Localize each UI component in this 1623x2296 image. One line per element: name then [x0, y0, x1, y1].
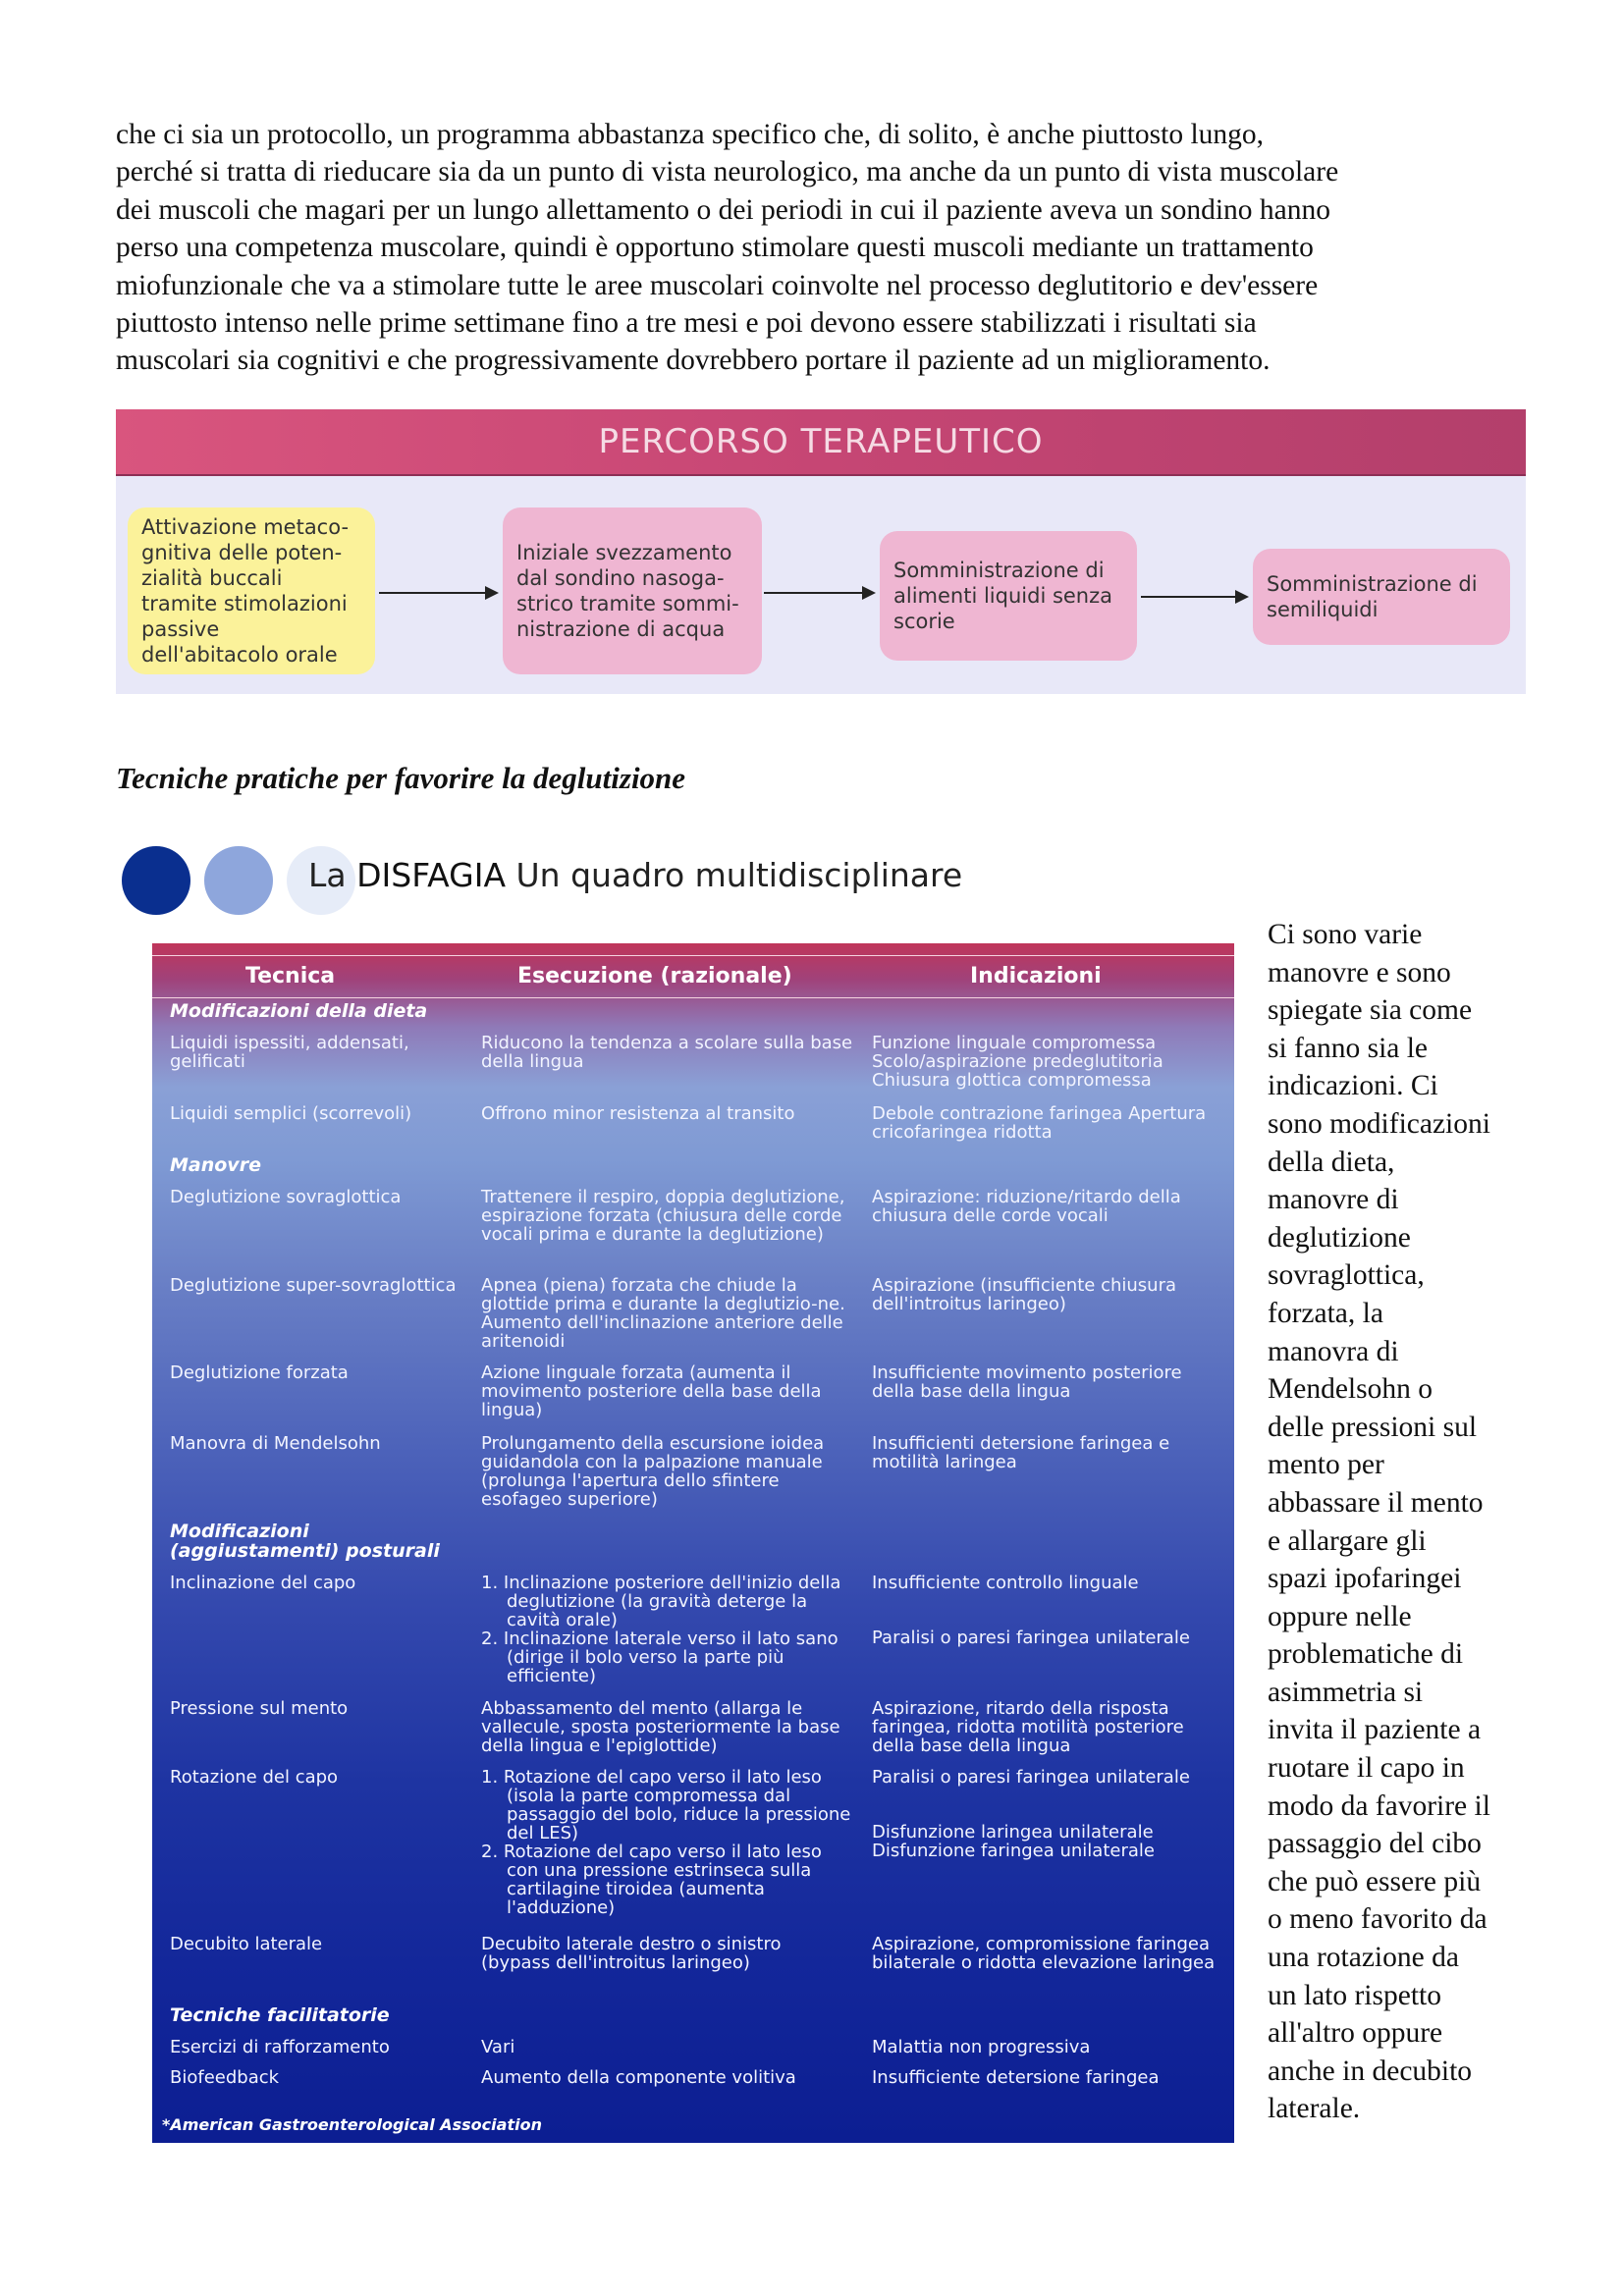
indicazione: Insufficiente controllo linguale — [872, 1573, 1139, 1593]
percorso-title: PERCORSO TERAPEUTICO — [116, 409, 1526, 476]
list-item: 2. Rotazione del capo verso il lato leso con una pressione estrinseca sulla cartilagine tiroidea (aumenta l'adduzione) — [481, 1842, 822, 1918]
table-footnote: *American Gastroenterological Association — [162, 2115, 542, 2134]
percorso-step-1: Attivazione metaco-gnitiva delle poten-zialità buccali tramite stimolazioni passive dell'abitacolo orale — [128, 507, 375, 674]
cell-esecuzione — [481, 1768, 854, 1917]
side-line: ruotare il capo in — [1268, 1752, 1465, 1785]
cell-tecnica: Decubito laterale — [170, 1934, 323, 1954]
side-line: manovre e sono — [1268, 956, 1451, 988]
side-line: deglutizione — [1268, 1221, 1411, 1254]
dot-icon — [122, 846, 190, 915]
intro-line: muscolari sia cognitivi e che progressivamente dovrebbero portare il paziente ad un miglioramento. — [116, 345, 1271, 377]
intro-line: miofunzionale che va a stimolare tutte le aree muscolari coinvolte nel processo deglutitorio e dev'essere — [116, 269, 1319, 301]
list-item: 1. Rotazione del capo verso il lato leso (isola la parte compromessa dal passaggio del bolo, riduce la pressione del LES) — [481, 1767, 851, 1843]
cell-esecuzione — [481, 1574, 854, 1685]
section-title: Tecniche pratiche per favorire la deglutizione — [116, 761, 686, 795]
category-label: Modificazioni della dieta — [170, 1000, 428, 1022]
arrow-icon — [764, 592, 874, 594]
side-line: oppure nelle — [1268, 1600, 1412, 1632]
side-line: Ci sono varie — [1268, 919, 1423, 950]
side-line: si fanno sia le — [1268, 1032, 1429, 1064]
side-line: laterale. — [1268, 2093, 1361, 2125]
cell-esecuzione: Offrono minor resistenza al transito — [481, 1103, 795, 1124]
disfagia-rest: Un quadro multidisciplinare — [515, 856, 963, 894]
cell-esecuzione: Apnea (piena) forzata che chiude la glottide prima e durante la deglutizio-ne. Aumento dell'inclinazione anteriore delle aritenoidi — [481, 1275, 845, 1352]
cell-tecnica: Inclinazione del capo — [170, 1573, 356, 1593]
indicazione: Paralisi o paresi faringea unilaterale — [872, 1767, 1190, 1788]
side-line: anche in decubito — [1268, 2055, 1473, 2087]
cell-tecnica: Esercizi di rafforzamento — [170, 2037, 390, 2057]
cell-esecuzione: Decubito laterale destro o sinistro (bypass dell'introitus laringeo) — [481, 1934, 782, 1973]
intro-line: che ci sia un protocollo, un programma abbastanza specifico che, di solito, è anche piuttosto lungo, — [116, 119, 1265, 150]
cell-esecuzione: Vari — [481, 2037, 515, 2057]
percorso-step-3: Somministrazione di alimenti liquidi senza scorie — [880, 531, 1137, 661]
cell-indicazioni: Debole contrazione faringea Apertura cricofaringea ridotta — [872, 1103, 1207, 1143]
cell-esecuzione: Prolungamento della escursione ioidea guidandola con la palpazione manuale (prolunga l'apertura dello sfintere esofageo superiore) — [481, 1433, 825, 1510]
cell-tecnica: Liquidi ispessiti, addensati, gelificati — [170, 1033, 409, 1072]
side-line: indicazioni. Ci — [1268, 1070, 1438, 1102]
disfagia-header — [122, 846, 963, 915]
side-line: un lato rispetto — [1268, 1979, 1441, 2011]
side-line: una rotazione da — [1268, 1942, 1459, 1974]
side-line: invita il paziente a — [1268, 1714, 1482, 1746]
side-paragraph — [1268, 916, 1533, 2128]
intro-line: perso una competenza muscolare, quindi è opportuno stimolare questi muscoli mediante un trattamento — [116, 232, 1314, 264]
cell-tecnica: Deglutizione sovraglottica — [170, 1187, 402, 1207]
category-label: Modificazioni (aggiustamenti) posturali — [170, 1521, 440, 1562]
side-line: spiegate sia come — [1268, 994, 1473, 1027]
side-line: all'altro oppure — [1268, 2017, 1443, 2050]
side-line: della dieta, — [1268, 1146, 1395, 1178]
disfagia-title — [308, 856, 962, 894]
cell-esecuzione: Aumento della componente volitiva — [481, 2067, 796, 2088]
cell-indicazioni: Insufficiente movimento posteriore della base della lingua — [872, 1362, 1182, 1402]
side-line: Mendelsohn o — [1268, 1373, 1433, 1406]
header-tecnica: Tecnica — [245, 964, 336, 988]
intro-line: perché si tratta di rieducare sia da un punto di vista neurologico, ma anche da un punto di vista muscolare — [116, 156, 1339, 188]
techniques-table — [152, 943, 1234, 2143]
intro-line: piuttosto intenso nelle prime settimane fino a tre mesi e poi devono essere stabilizzati i risultati sia — [116, 307, 1257, 340]
side-line: delle pressioni sul — [1268, 1411, 1478, 1443]
cell-indicazioni: Insufficiente detersione faringea — [872, 2067, 1160, 2088]
cell-tecnica: Rotazione del capo — [170, 1767, 339, 1788]
cell-tecnica: Deglutizione forzata — [170, 1362, 349, 1383]
percorso-terapeutico-diagram — [116, 409, 1526, 694]
table-header — [152, 955, 1234, 998]
intro-paragraph — [116, 116, 1515, 380]
intro-line: dei muscoli che magari per un lungo allettamento o dei periodi in cui il paziente aveva un sondino hanno — [116, 193, 1330, 226]
cell-tecnica: Liquidi semplici (scorrevoli) — [170, 1103, 412, 1124]
header-indicazioni: Indicazioni — [970, 964, 1102, 988]
cell-tecnica: Manovra di Mendelsohn — [170, 1433, 381, 1454]
cell-tecnica: Biofeedback — [170, 2067, 280, 2088]
cell-indicazioni: Aspirazione, ritardo della risposta faringea, ridotta motilità posteriore della base della lingua — [872, 1698, 1184, 1756]
dot-icon — [204, 846, 273, 915]
cell-indicazioni: Funzione linguale compromessa Scolo/aspirazione predeglutitoria Chiusura glottica compromessa — [872, 1033, 1163, 1091]
category-label: Tecniche facilitatorie — [170, 2004, 390, 2026]
side-line: sovraglottica, — [1268, 1259, 1425, 1292]
cell-indicazioni: Aspirazione: riduzione/ritardo della chiusura delle corde vocali — [872, 1187, 1181, 1226]
category-label: Manovre — [170, 1154, 261, 1176]
cell-indicazioni — [872, 1768, 1216, 1860]
cell-indicazioni: Insufficienti detersione faringea e motilità laringea — [872, 1433, 1170, 1472]
side-line: forzata, la — [1268, 1297, 1383, 1329]
disfagia-prefix: La — [308, 856, 347, 894]
cell-indicazioni: Aspirazione, compromissione faringea bilaterale o ridotta elevazione laringea — [872, 1934, 1216, 1973]
side-line: asimmetria si — [1268, 1676, 1424, 1708]
side-line: abbassare il mento — [1268, 1486, 1484, 1519]
disfagia-bold: DISFAGIA — [356, 856, 507, 894]
cell-indicazioni — [872, 1574, 1216, 1647]
side-line: modo da favorire il — [1268, 1789, 1490, 1822]
list-item: 2. Inclinazione laterale verso il lato sano (dirige il bolo verso la parte più efficiente) — [481, 1629, 839, 1686]
percorso-step-4: Somministrazione di semiliquidi — [1253, 549, 1510, 645]
side-line: manovre di — [1268, 1184, 1399, 1216]
side-line: problematiche di — [1268, 1638, 1464, 1671]
side-line: manovra di — [1268, 1335, 1399, 1367]
cell-tecnica: Pressione sul mento — [170, 1698, 349, 1719]
arrow-icon — [1141, 596, 1247, 598]
side-line: mento per — [1268, 1449, 1384, 1481]
cell-esecuzione: Trattenere il respiro, doppia deglutizione, espirazione forzata (chiusura delle corde vocali prima e durante la deglutizione) — [481, 1187, 845, 1245]
cell-indicazioni: Aspirazione (insufficiente chiusura dell'introitus laringeo) — [872, 1275, 1176, 1314]
cell-esecuzione: Azione linguale forzata (aumenta il movimento posteriore della base della lingua) — [481, 1362, 822, 1420]
side-line: o meno favorito da — [1268, 1903, 1488, 1936]
cell-esecuzione: Riducono la tendenza a scolare sulla base della lingua — [481, 1033, 853, 1072]
cell-esecuzione: Abbassamento del mento (allarga le vallecule, sposta posteriormente la base della lingua e l'epiglottide) — [481, 1698, 840, 1756]
cell-tecnica: Deglutizione super-sovraglottica — [170, 1275, 457, 1296]
percorso-step-2: Iniziale svezzamento dal sondino nasoga-strico tramite sommi-nistrazione di acqua — [503, 507, 762, 674]
indicazione: Disfunzione laringea unilaterale Disfunzione faringea unilaterale — [872, 1822, 1155, 1861]
header-esecuzione: Esecuzione (razionale) — [517, 964, 792, 988]
arrow-icon — [379, 592, 497, 594]
cell-indicazioni: Malattia non progressiva — [872, 2037, 1091, 2057]
indicazione: Paralisi o paresi faringea unilaterale — [872, 1628, 1190, 1648]
side-line: passaggio del cibo — [1268, 1828, 1482, 1860]
side-line: e allargare gli — [1268, 1524, 1427, 1557]
side-line: spazi ipofaringei — [1268, 1563, 1462, 1595]
list-item: 1. Inclinazione posteriore dell'inizio della deglutizione (la gravità deterge la cavità orale) — [481, 1573, 841, 1630]
side-line: che può essere più — [1268, 1865, 1482, 1897]
side-line: sono modificazioni — [1268, 1107, 1490, 1140]
